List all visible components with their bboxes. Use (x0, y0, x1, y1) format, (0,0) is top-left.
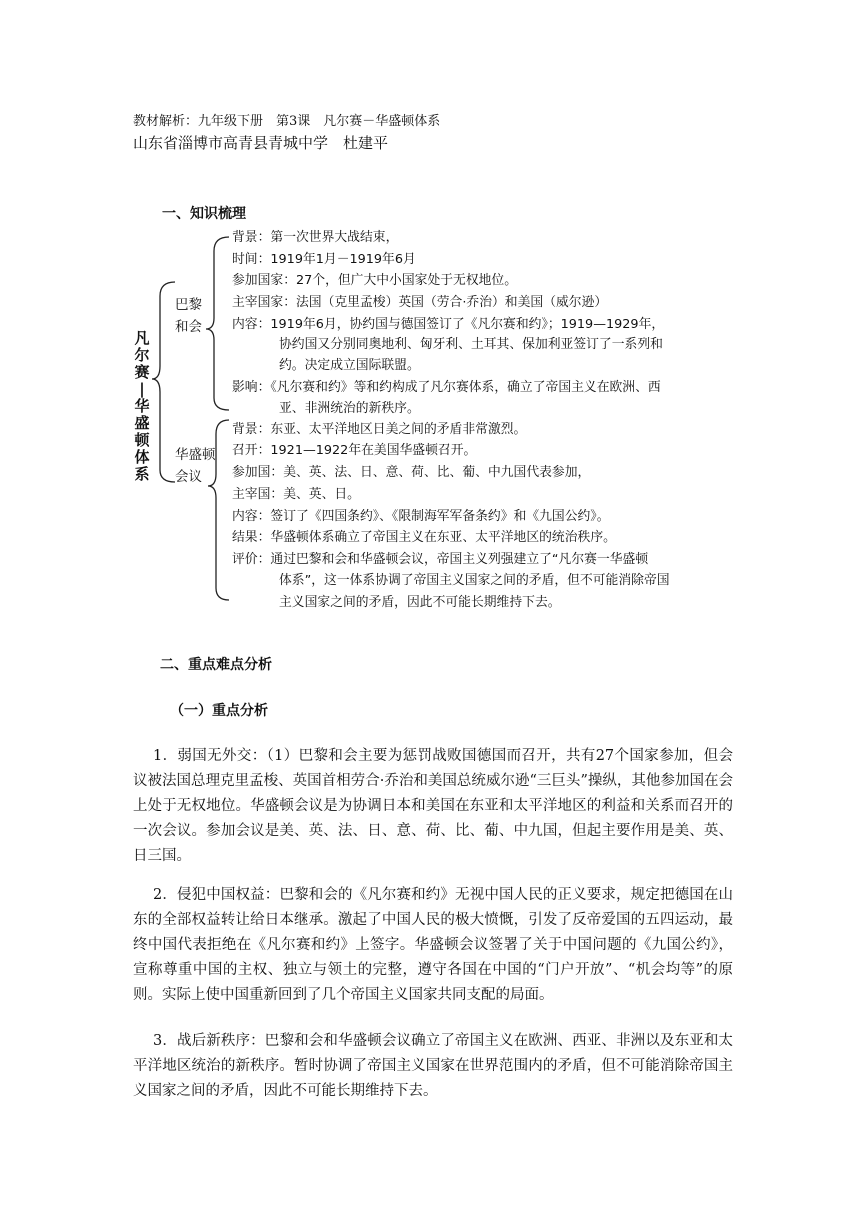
section-heading-analysis: 二、重点难点分析 (160, 657, 272, 673)
paris-content-cont: 约。决定成立国际联盟。 (279, 358, 420, 373)
washington-dominant-powers: 主宰国：美、英、日。 (232, 487, 360, 502)
branch-label-washington (175, 444, 219, 488)
root-brace (152, 282, 175, 482)
paris-impact: 影响：《凡尔赛和约》等和约构成了凡尔赛体系，确立了帝国主义在欧洲、西 (232, 380, 661, 395)
section-heading-knowledge: 一、知识梳理 (162, 206, 246, 222)
paragraph-text: 2．侵犯中国权益：巴黎和会的《凡尔赛和约》无视中国人民的正义要求，规定把德国在山东的全部权益转让给日本继承。激起了中国人民的极大愤慨，引发了反帝爱国的五四运动，最终中国代表拒绝在《凡尔赛和约》上签字。华盛顿会议签署了关于中国问题的《九国公约》，宣称尊重中国的主权、独立与领土的完整，遵守各国在中国的“门户开放”、“机会均等”的原则。实际上使中国重新回到了几个帝国主义国家共同支配的局面。 (133, 887, 733, 1003)
root-char: 系 (134, 465, 150, 483)
root-char: 盛 (134, 414, 150, 432)
washington-evaluation: 评价：通过巴黎和会和华盛顿会议，帝国主义列强建立了“凡尔赛一华盛顿 (232, 552, 649, 567)
root-char: 赛 (134, 363, 150, 381)
header-course-line: 教材解析：九年级下册 第3课 凡尔赛－华盛顿体系 (133, 114, 441, 129)
washington-evaluation-cont: 体系”，这一体系协调了帝国主义国家之间的矛盾，但不可能消除帝国 (279, 573, 670, 588)
root-char: 华 (134, 397, 150, 415)
root-char: 体 (134, 448, 150, 466)
branch-label-line: 华盛顿 (175, 447, 216, 463)
branch-label-paris (175, 294, 215, 338)
subheading-key-points: （一）重点分析 (170, 703, 268, 719)
paragraph-text: 3．战后新秩序：巴黎和会和华盛顿会议确立了帝国主义在欧洲、西亚、非洲以及东亚和太平洋地区统治的新秩序。暂时协调了帝国主义国家在世界范围内的矛盾，但不可能消除帝国主义国家之间的矛盾，因此不可能长期维持下去。 (133, 1033, 733, 1099)
branch-label-line: 会议 (175, 469, 202, 485)
paris-content-cont: 协约国又分别同奥地利、匈牙利、土耳其、保加利亚签订了一系列和 (279, 337, 663, 352)
washington-convened: 召开：1921—1922年在美国华盛顿召开。 (232, 443, 477, 458)
paris-participants: 参加国家：27个，但广大中小国家处于无权地位。 (232, 273, 518, 288)
washington-background: 背景：东亚、太平洋地区日美之间的矛盾非常激烈。 (232, 422, 527, 437)
branch-label-line: 和会 (175, 319, 202, 335)
paris-background: 背景：第一次世界大战结束， (232, 230, 399, 245)
paris-impact-cont: 亚、非洲统治的新秩序。 (279, 401, 420, 416)
paris-dominant-powers: 主宰国家：法国（克里孟梭）英国（劳合·乔治）和美国（威尔逊） (232, 295, 608, 310)
paragraph-postwar-order (133, 1029, 733, 1104)
diagram-root-title (133, 330, 151, 483)
root-char: | (139, 380, 145, 398)
header-author-line: 山东省淄博市高青县青城中学 杜建平 (133, 134, 389, 152)
paragraph-china-rights (133, 883, 733, 1008)
washington-participants: 参加国：美、英、法、日、意、荷、比、葡、中九国代表参加， (232, 465, 591, 480)
washington-result: 结果：华盛顿体系确立了帝国主义在东亚、太平洋地区的统治秩序。 (232, 530, 616, 545)
root-char: 尔 (134, 346, 150, 364)
root-char: 凡 (134, 329, 150, 347)
paragraph-weak-nations (133, 744, 733, 869)
paragraph-text: 1．弱国无外交：（1）巴黎和会主要为惩罚战败国德国而召开，共有27个国家参加，但会议被法国总理克里孟梭、英国首相劳合·乔治和美国总统威尔逊“三巨头”操纵，其他参加国在会上处于无权地位。华盛顿会议是为协调日本和美国在东亚和太平洋地区的利益和关系而召开的一次会议。参加会议是美、英、法、日、意、荷、比、葡、中九国，但起主要作用是美、英、日三国。 (133, 748, 733, 864)
washington-evaluation-cont: 主义国家之间的矛盾，因此不可能长期维持下去。 (279, 595, 561, 610)
paris-content: 内容：1919年6月，协约国与德国签订了《凡尔赛和约》；1919—1929年， (232, 317, 665, 332)
washington-content: 内容：签订了《四国条约》、《限制海军军备条约》和《九国公约》。 (232, 509, 610, 524)
branch-label-line: 巴黎 (175, 297, 202, 313)
root-char: 顿 (134, 431, 150, 449)
paris-time: 时间：1919年1月－1919年6月 (232, 252, 416, 267)
